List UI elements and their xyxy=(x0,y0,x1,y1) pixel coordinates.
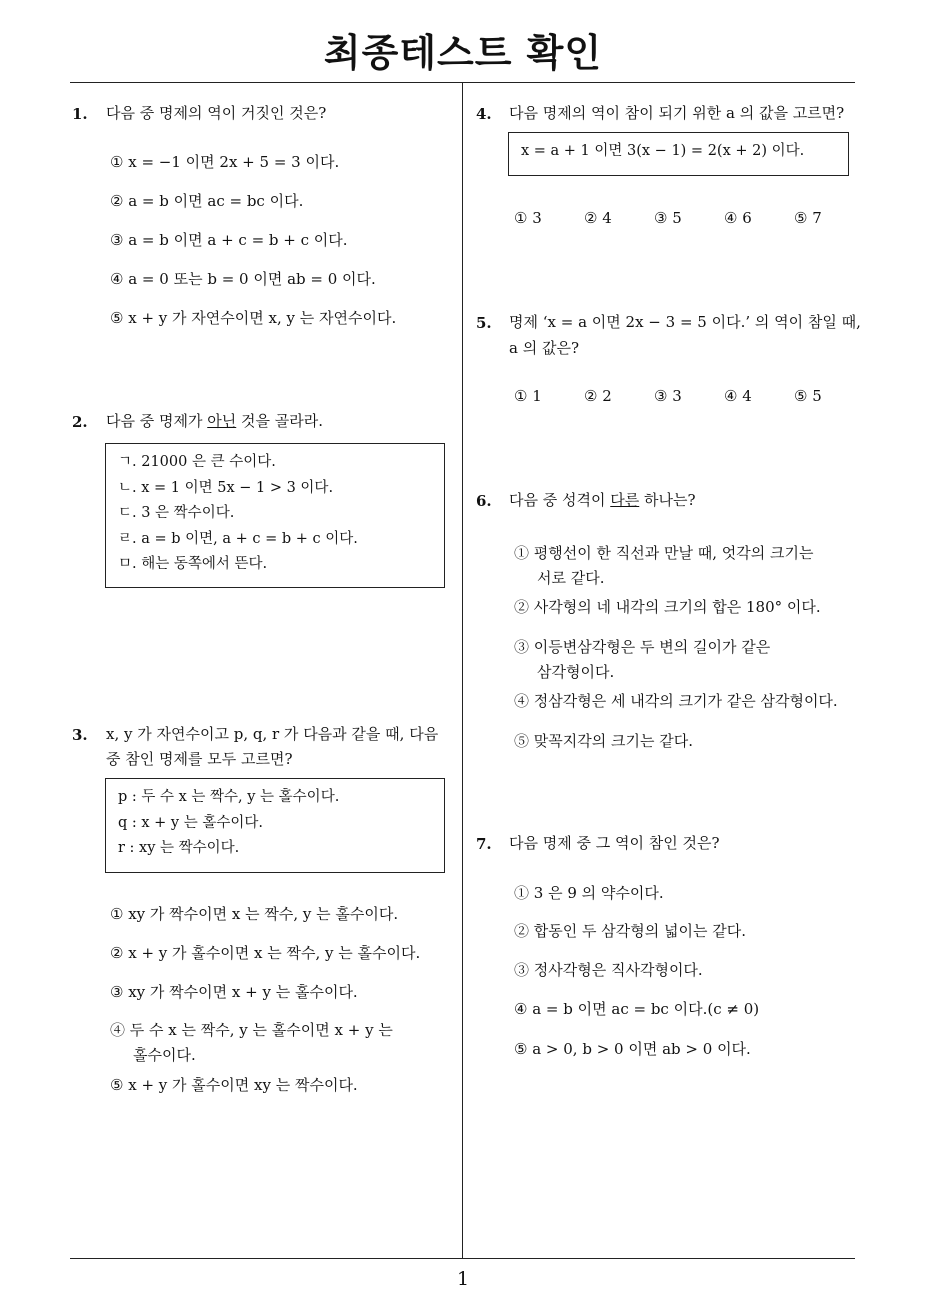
page-number: 1 xyxy=(456,1268,470,1290)
option-5[interactable]: ⑤ x + y 가 자연수이면 x, y 는 자연수이다. xyxy=(110,309,397,327)
definition-item: p : 두 수 x 는 짝수, y 는 홀수이다. xyxy=(118,789,340,805)
choice-3[interactable]: ③ 5 xyxy=(654,209,682,227)
statement-box xyxy=(105,443,445,588)
option-2[interactable]: ② 사각형의 네 내각의 크기의 합은 180° 이다. xyxy=(514,598,821,616)
condition-box xyxy=(508,132,849,176)
option-4[interactable]: ④ 정삼각형은 세 내각의 크기가 같은 삼각형이다. xyxy=(514,692,838,710)
question-number: 5. xyxy=(476,314,492,332)
statement-item: ㄱ. 21000 은 큰 수이다. xyxy=(118,454,276,470)
statement-item: ㄴ. x = 1 이면 5x − 1 > 3 이다. xyxy=(118,479,334,496)
choice-1[interactable]: ① 3 xyxy=(514,209,542,227)
definition-box xyxy=(105,778,445,873)
statement-item: ㄹ. a = b 이면, a + c = b + c 이다. xyxy=(118,530,358,547)
choice-3[interactable]: ③ 3 xyxy=(654,387,682,405)
option-4[interactable]: ④ 두 수 x 는 짝수, y 는 홀수이면 x + y 는 xyxy=(110,1021,393,1039)
option-3[interactable]: ③ 정사각형은 직사각형이다. xyxy=(514,961,703,979)
option-1-continued: 서로 같다. xyxy=(537,569,605,587)
choice-5[interactable]: ⑤ 5 xyxy=(794,387,822,405)
choice-2[interactable]: ② 2 xyxy=(584,387,612,405)
option-5[interactable]: ⑤ 맞꼭지각의 크기는 같다. xyxy=(514,732,693,750)
question-number: 3. xyxy=(72,726,88,744)
option-3-continued: 삼각형이다. xyxy=(537,663,615,681)
question-stem-line2: 중 참인 명제를 모두 고르면? xyxy=(106,750,293,768)
option-3[interactable]: ③ 이등변삼각형은 두 변의 길이가 같은 xyxy=(514,638,771,656)
statement-item: ㄷ. 3 은 짝수이다. xyxy=(118,505,235,521)
option-1[interactable]: ① x = −1 이면 2x + 5 = 3 이다. xyxy=(110,153,340,171)
choice-4[interactable]: ④ 6 xyxy=(724,209,752,227)
question-stem-line1: x, y 가 자연수이고 p, q, r 가 다음과 같을 때, 다음 xyxy=(106,725,439,743)
question-number: 1. xyxy=(72,105,88,123)
option-4[interactable]: ④ a = 0 또는 b = 0 이면 ab = 0 이다. xyxy=(110,270,376,288)
option-2[interactable]: ② a = b 이면 ac = bc 이다. xyxy=(110,192,304,210)
question-number: 4. xyxy=(476,105,492,123)
option-5[interactable]: ⑤ x + y 가 홀수이면 xy 는 짝수이다. xyxy=(110,1076,358,1094)
bottom-rule xyxy=(70,1258,855,1259)
underlined-word: 아닌 xyxy=(207,412,237,430)
statement-item: ㅁ. 해는 동쪽에서 뜬다. xyxy=(118,556,268,572)
condition-item: x = a + 1 이면 3(x − 1) = 2(x + 2) 이다. xyxy=(521,143,805,159)
choice-2[interactable]: ② 4 xyxy=(584,209,612,227)
underlined-word: 다른 xyxy=(610,491,640,509)
option-1[interactable]: ① xy 가 짝수이면 x 는 짝수, y 는 홀수이다. xyxy=(110,905,399,923)
option-3[interactable]: ③ xy 가 짝수이면 x + y 는 홀수이다. xyxy=(110,983,358,1001)
column-divider xyxy=(462,83,463,1258)
choice-1[interactable]: ① 1 xyxy=(514,387,542,405)
option-1[interactable]: ① 평행선이 한 직선과 만날 때, 엇각의 크기는 xyxy=(514,544,814,562)
question-stem: 다음 중 명제의 역이 거짓인 것은? xyxy=(106,104,327,122)
question-number: 6. xyxy=(476,492,492,510)
option-2[interactable]: ② x + y 가 홀수이면 x 는 짝수, y 는 홀수이다. xyxy=(110,944,421,962)
question-stem: 다음 중 성격이 다른 하나는? xyxy=(509,491,696,509)
option-5[interactable]: ⑤ a > 0, b > 0 이면 ab > 0 이다. xyxy=(514,1040,751,1058)
question-stem-line1: 명제 ‘x = a 이면 2x − 3 = 5 이다.’ 의 역이 참일 때, xyxy=(509,313,861,331)
page-title: 최종테스트 확인 xyxy=(323,31,603,75)
definition-item: q : x + y 는 홀수이다. xyxy=(118,814,263,831)
choice-5[interactable]: ⑤ 7 xyxy=(794,209,822,227)
option-3[interactable]: ③ a = b 이면 a + c = b + c 이다. xyxy=(110,231,348,249)
question-stem: 다음 명제의 역이 참이 되기 위한 a 의 값을 고르면? xyxy=(509,104,845,122)
choice-4[interactable]: ④ 4 xyxy=(724,387,752,405)
option-1[interactable]: ① 3 은 9 의 약수이다. xyxy=(514,884,664,902)
definition-item: r : xy 는 짝수이다. xyxy=(118,840,240,856)
question-number: 7. xyxy=(476,835,492,853)
option-2[interactable]: ② 합동인 두 삼각형의 넓이는 같다. xyxy=(514,922,746,940)
question-number: 2. xyxy=(72,413,88,431)
choice-row xyxy=(514,387,864,405)
question-stem: 다음 명제 중 그 역이 참인 것은? xyxy=(509,834,720,852)
option-4-continued: 홀수이다. xyxy=(133,1046,196,1064)
option-4[interactable]: ④ a = b 이면 ac = bc 이다.(c ≠ 0) xyxy=(514,1000,760,1018)
question-stem: 다음 중 명제가 아닌 것을 골라라. xyxy=(106,412,323,430)
question-stem-line2: a 의 값은? xyxy=(509,339,579,357)
choice-row xyxy=(514,209,864,227)
